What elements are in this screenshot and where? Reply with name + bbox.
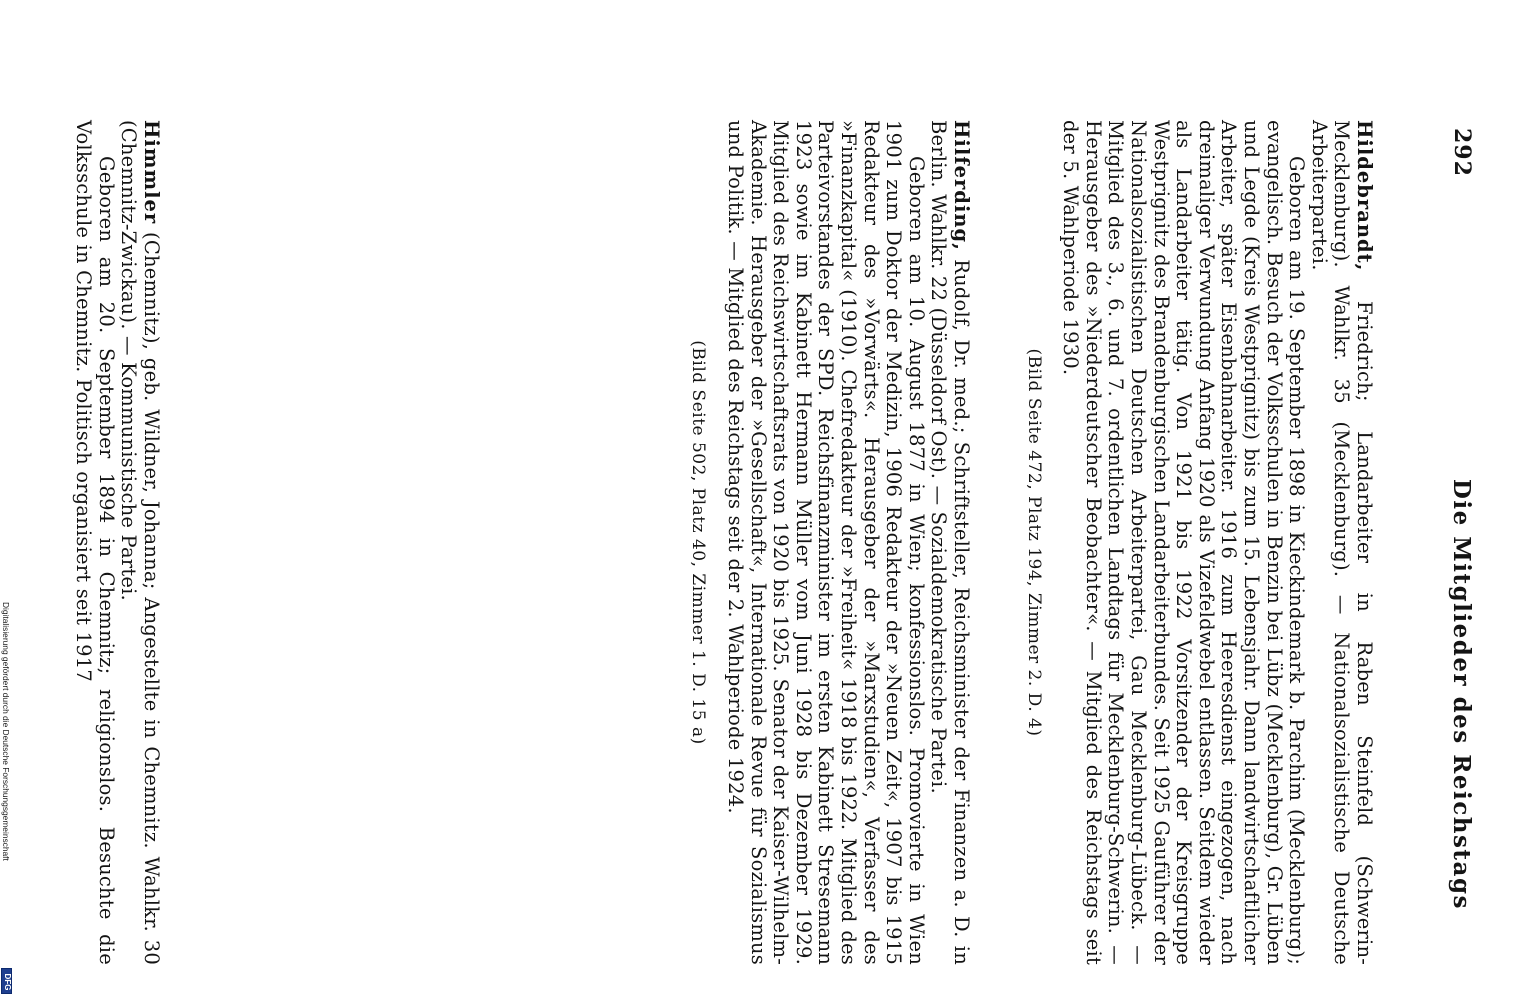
member-entry-hildebrandt [1023,120,1375,965]
member-entry-himmler [72,120,162,965]
member-biography: Geboren am 10. August 1877 in Wien; konfessionslos. Promovierte in Wien 1901 zum Doktor der Medizin, 1906 Redakteur der »Neuen Zeit«, 1907 bis 1915 Redakteur des »Vorwärts«. Herausgeber der »Marxstudien«, Verfasser des »Finanzkapital« (1910). Chefredakteur der »Freiheit« 1918 bis 1922. Mitglied des Parteivorstandes der SPD. Reichsfinanzminister im ersten Kabinett Stresemann 1923 sowie im Kabinett Hermann Müller vom Juni 1928 bis Dezember 1929. Mitglied des Reichswirtschaftsrats von 1920 bis 1925. Senator der Kaiser-Wilhelm-Akademie. Herausgeber der »Gesellschaft«, Internationale Revue für Sozialismus und Politik. — Mitglied des Reichstags seit der 2. Wahlperiode 1924. [724,120,928,965]
page-number: 292 [1449,128,1475,177]
member-summary: Friedrich; Landarbeiter in Raben Steinfeld (Schwerin-Mecklenburg). Wahlkr. 35 (Mecklenburg). — Nationalsozialistische Deutsche Arbeiterpartei. [1307,120,1376,966]
member-summary: (Chemnitz), geb. Wildner, Johanna; Angestellte in Chemnitz. Wahlkr. 30 (Chemnitz-Zwickau). — Kommunistische Partei. [117,120,163,966]
entry-heading [1307,120,1375,965]
member-biography: Geboren am 19. September 1898 in Kieckindemark b. Parchim (Mecklenburg); evangelisch. Besuch der Volksschulen in Benzin bei Lübz (Mecklenburg), Gr. Lüben und Legde (Kreis Westprignitz) bis zum 15. Lebensjahr. Dann landwirtschaftlicher Arbeiter, später Eisenbahnarbeiter. 1916 zum Heeresdienst eingezogen, nach dreimaliger Verwundung Anfang 1920 als Vizefeldwebel entlassen. Seitdem wieder als Landarbeiter tätig. Von 1921 bis 1922 Vorsitzender der Kreisgruppe Westprignitz des Brandenburgischen Landarbeiterbundes. Seit 1925 Gauführer der Nationalsozialistischen Deutschen Arbeiterpartei, Gau Mecklenburg-Lübeck. — Mitglied des 3., 6. und 7. ordentlichen Landtags für Mecklenburg-Schwerin. — Herausgeber des »Niederdeutscher Beobachter«. — Mitglied des Reichstags seit der 5. Wahlperiode 1930. [1059,120,1309,965]
page-header-title: Die Mitglieder des Reichstags [1448,478,1475,910]
dfg-logo-label: DFG [3,973,12,991]
member-name: Hildebrandt, [1353,120,1376,272]
member-name: Himmler [140,120,163,225]
running-head [1435,0,1475,940]
member-entry-hilferding [687,120,972,965]
entry-heading [927,120,972,965]
digitization-credit-strip [0,600,14,1000]
photo-reference: (Bild Seite 502, Platz 40, Zimmer 1. D. 15 a) [688,340,709,745]
member-name: Hilferding, [950,120,973,251]
member-summary: Rudolf, Dr. med.; Schriftsteller, Reichsminister der Finanzen a. D. in Berlin. Wahlkr. 22 (Düsseldorf Ost). — Sozialdemokratische Partei. [927,120,973,965]
entry-heading [117,120,162,965]
digitization-credit: Digitalisierung gefördert durch die Deutsche Forschungsgemeinschaft [1,602,11,861]
member-biography: Geboren am 20. September 1894 in Chemnitz; religionslos. Besuchte die Volksschule in Chemnitz. Politisch organisiert seit 1917 [72,120,118,965]
photo-reference: (Bild Seite 472, Platz 194, Zimmer 2. D. 4) [1023,348,1044,737]
dfg-logo [1,968,12,994]
